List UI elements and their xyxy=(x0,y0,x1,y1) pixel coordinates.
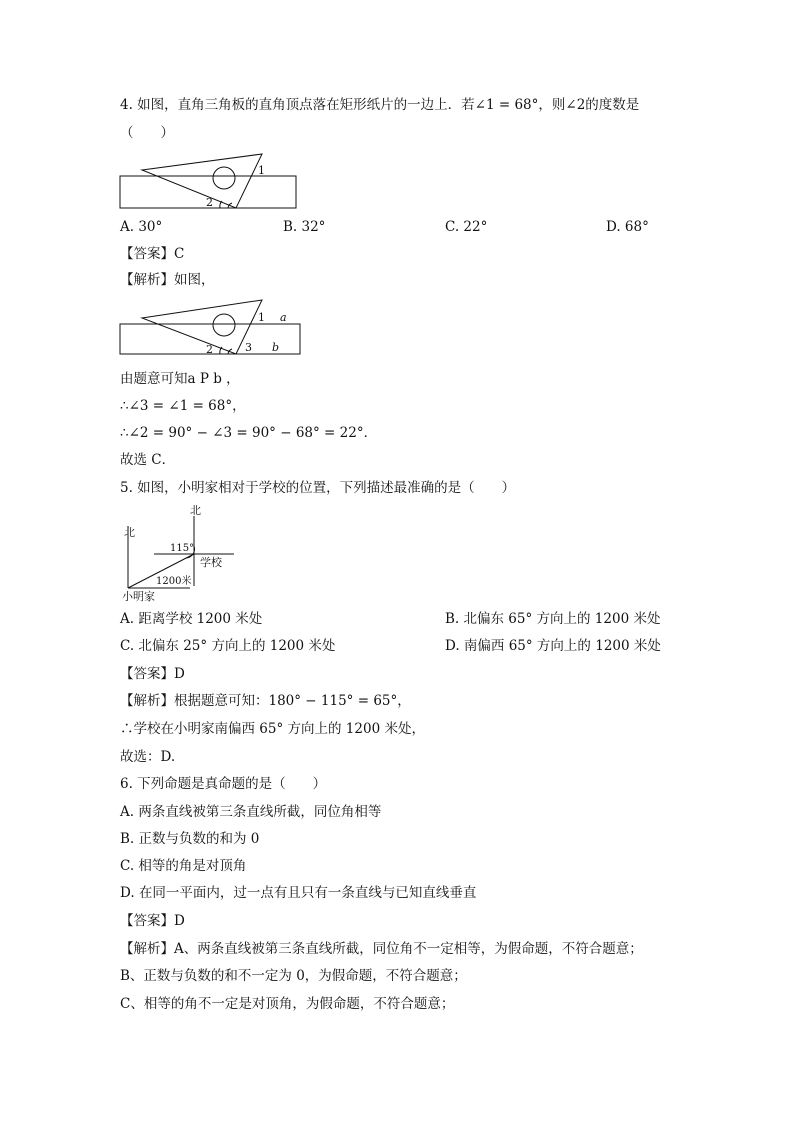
q5-stem: 5. 如图，小明家相对于学校的位置，下列描述最准确的是（ ） xyxy=(120,480,516,496)
q6-analysis-1: 【解析】A、两条直线被第三条直线所截，同位角不一定相等，为假命题，不符合题意； xyxy=(120,941,643,957)
q6-option-a: A. 两条直线被第三条直线所截，同位角相等 xyxy=(120,804,382,820)
q4-label-2: 2 xyxy=(206,196,213,209)
q6-analysis-3: C、相等的角不一定是对顶角，为假命题，不符合题意； xyxy=(120,996,455,1012)
q4-answer: 【答案】C xyxy=(120,246,185,262)
q5-answer: 【答案】D xyxy=(120,666,185,682)
q5-figure xyxy=(118,504,248,604)
q6-option-c: C. 相等的角是对顶角 xyxy=(120,858,247,874)
q6-stem: 6. 下列命题是真命题的是（ ） xyxy=(120,776,327,792)
q4-option-d: D. 68° xyxy=(606,219,649,235)
q6-analysis-2: B、正数与负数的和不一定为 0，为假命题，不符合题意； xyxy=(120,968,467,984)
q4-analysis-figure xyxy=(120,296,310,356)
q4-fig2-label-1: 1 xyxy=(258,311,265,324)
q5-north-home: 北 xyxy=(124,526,135,539)
q5-option-b: B. 北偏东 65° 方向上的 1200 米处 xyxy=(445,611,661,627)
q4-label-1: 1 xyxy=(258,164,265,177)
q5-school-label: 学校 xyxy=(200,556,222,569)
q5-north-school: 北 xyxy=(190,504,201,517)
q5-home-label: 小明家 xyxy=(122,590,155,603)
q4-option-b: B. 32° xyxy=(283,219,326,235)
q4-fig2-label-3: 3 xyxy=(245,341,252,354)
q6-answer: 【答案】D xyxy=(120,913,185,929)
q4-figure xyxy=(120,150,300,210)
q4-step-4: 故选 C． xyxy=(120,452,176,468)
q5-distance-label: 1200米 xyxy=(156,576,192,587)
q4-paren: （ ） xyxy=(120,125,174,141)
q4-fig2-label-2: 2 xyxy=(206,343,213,356)
q5-analysis-2: ∴学校在小明家南偏西 65° 方向上的 1200 米处， xyxy=(120,721,425,737)
q6-option-d: D. 在同一平面内，过一点有且只有一条直线与已知直线垂直 xyxy=(120,885,477,901)
q4-step-2: ∴∠3 = ∠1 = 68°， xyxy=(120,398,246,414)
q4-option-c: C. 22° xyxy=(445,219,488,235)
q5-option-a: A. 距离学校 1200 米处 xyxy=(120,611,263,627)
q5-option-c: C. 北偏东 25° 方向上的 1200 米处 xyxy=(120,638,336,654)
q5-analysis-1: 【解析】根据题意可知：180° − 115° = 65°， xyxy=(120,693,411,709)
q4-stem: 4. 如图，直角三角板的直角顶点落在矩形纸片的一边上．若∠1 = 68°，则∠2的度数是 xyxy=(120,97,640,113)
q4-option-a: A. 30° xyxy=(120,219,163,235)
q4-step-1: 由题意可知a P b ， xyxy=(120,371,240,387)
q4-analysis-intro: 【解析】如图， xyxy=(120,272,215,288)
q6-option-b: B. 正数与负数的和为 0 xyxy=(120,831,260,847)
q5-angle-label: 115° xyxy=(170,543,195,554)
q5-option-d: D. 南偏西 65° 方向上的 1200 米处 xyxy=(445,638,661,654)
q4-fig2-label-b: b xyxy=(272,341,280,354)
q4-fig2-label-a: a xyxy=(280,311,287,324)
q5-analysis-3: 故选：D. xyxy=(120,749,176,765)
q4-step-3: ∴∠2 = 90° − ∠3 = 90° − 68° = 22°． xyxy=(120,425,378,441)
